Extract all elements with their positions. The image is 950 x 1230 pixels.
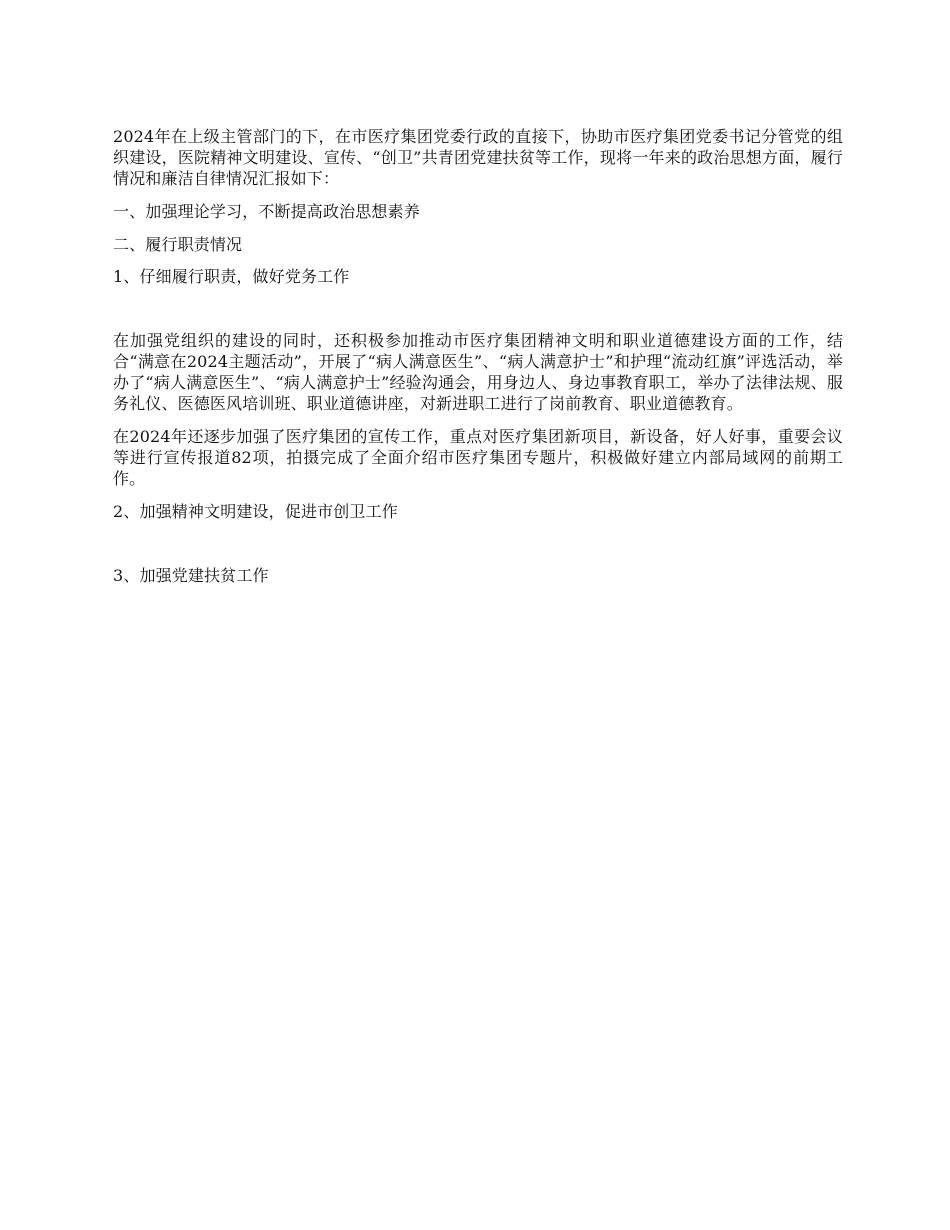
intro-paragraph: 2024年在上级主管部门的下，在市医疗集团党委行政的直接下，协助市医疗集团党委书记分管党的组织建设，医院精神文明建设、宣传、“创卫”共青团党建扶贫等工作，现将一年来的政治思想方面，履行情况和廉洁自律情况汇报如下： [113,127,843,188]
body-paragraph-2: 在2024年还逐步加强了医疗集团的宣传工作，重点对医疗集团新项目，新设备，好人好事，重要会议等进行宣传报道82项，拍摄完成了全面介绍市医疗集团专题片，积极做好建立内部局域网的前期工作。 [113,427,843,488]
subsection-heading-1: 1、仔细履行职责，做好党务工作 [113,267,350,286]
subsection-heading-3: 3、加强党建扶贫工作 [113,566,269,585]
body-paragraph-1: 在加强党组织的建设的同时，还积极参加推动市医疗集团精神文明和职业道德建设方面的工作，结合“满意在2024主题活动”，开展了“病人满意医生”、“病人满意护士”和护理“流动红旗”评选活动，举办了“病人满意医生”、“病人满意护士”经验沟通会，用身边人、身边事教育职工，举办了法律法规、服务礼仪、医德医风培训班、职业道德讲座，对新进职工进行了岗前教育、职业道德教育。 [113,331,843,413]
section-heading-1: 一、加强理论学习，不断提高政治思想素养 [113,202,420,221]
document-body [113,126,843,586]
subsection-heading-2: 2、加强精神文明建设，促进市创卫工作 [113,502,398,521]
section-heading-2: 二、履行职责情况 [113,235,243,254]
